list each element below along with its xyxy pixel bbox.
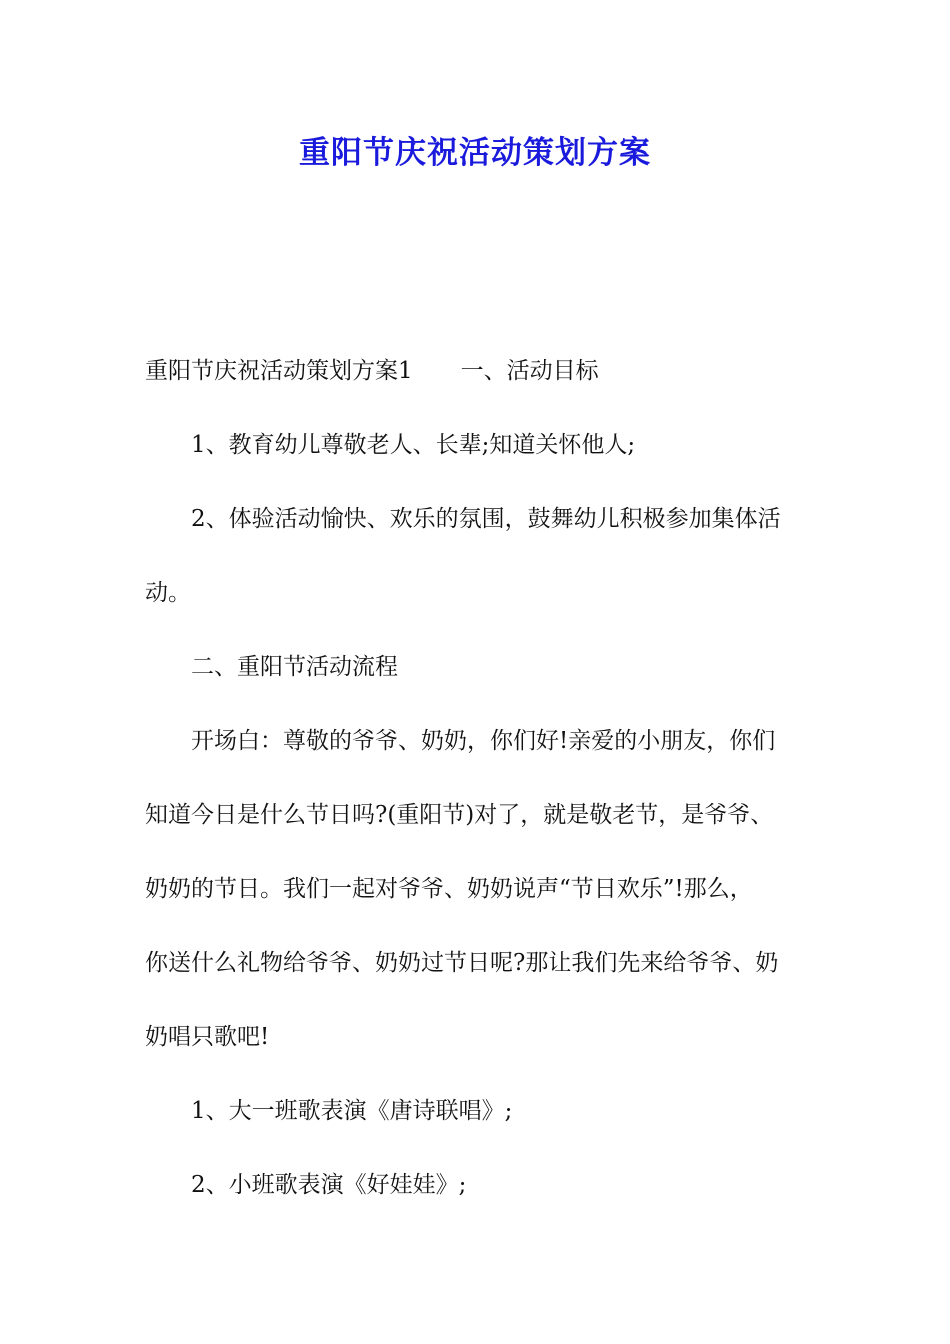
- list-item: 2、小班歌表演《好娃娃》;: [191, 1172, 467, 1198]
- paragraph-line: 2、体验活动愉快、欢乐的氛围，鼓舞幼儿积极参加集体活: [191, 506, 781, 532]
- paragraph-line: 你送什么礼物给爷爷、奶奶过节日呢?那让我们先来给爷爷、奶: [145, 950, 779, 976]
- paragraph-line: 奶奶的节日。我们一起对爷爷、奶奶说声“节日欢乐”!那么，: [145, 876, 753, 902]
- paragraph-line: 奶唱只歌吧!: [145, 1024, 270, 1050]
- paragraph-line: 1、教育幼儿尊敬老人、长辈;知道关怀他人;: [191, 432, 636, 458]
- section-heading-line: [145, 334, 810, 408]
- plan-heading: 重阳节庆祝活动策划方案1: [145, 358, 413, 384]
- paragraph-line: 开场白：尊敬的爷爷、奶奶，你们好!亲爱的小朋友，你们: [191, 728, 776, 754]
- list-item: 1、大一班歌表演《唐诗联唱》;: [191, 1098, 513, 1124]
- paragraph-line: 动。: [145, 580, 191, 606]
- section-heading-goals: 一、活动目标: [460, 358, 599, 384]
- document-title: 重阳节庆祝活动策划方案: [299, 135, 651, 171]
- paragraph-line: 知道今日是什么节日吗?(重阳节)对了，就是敬老节，是爷爷、: [145, 802, 774, 828]
- document-body: [145, 334, 810, 1222]
- section-heading-process: 二、重阳节活动流程: [191, 654, 398, 680]
